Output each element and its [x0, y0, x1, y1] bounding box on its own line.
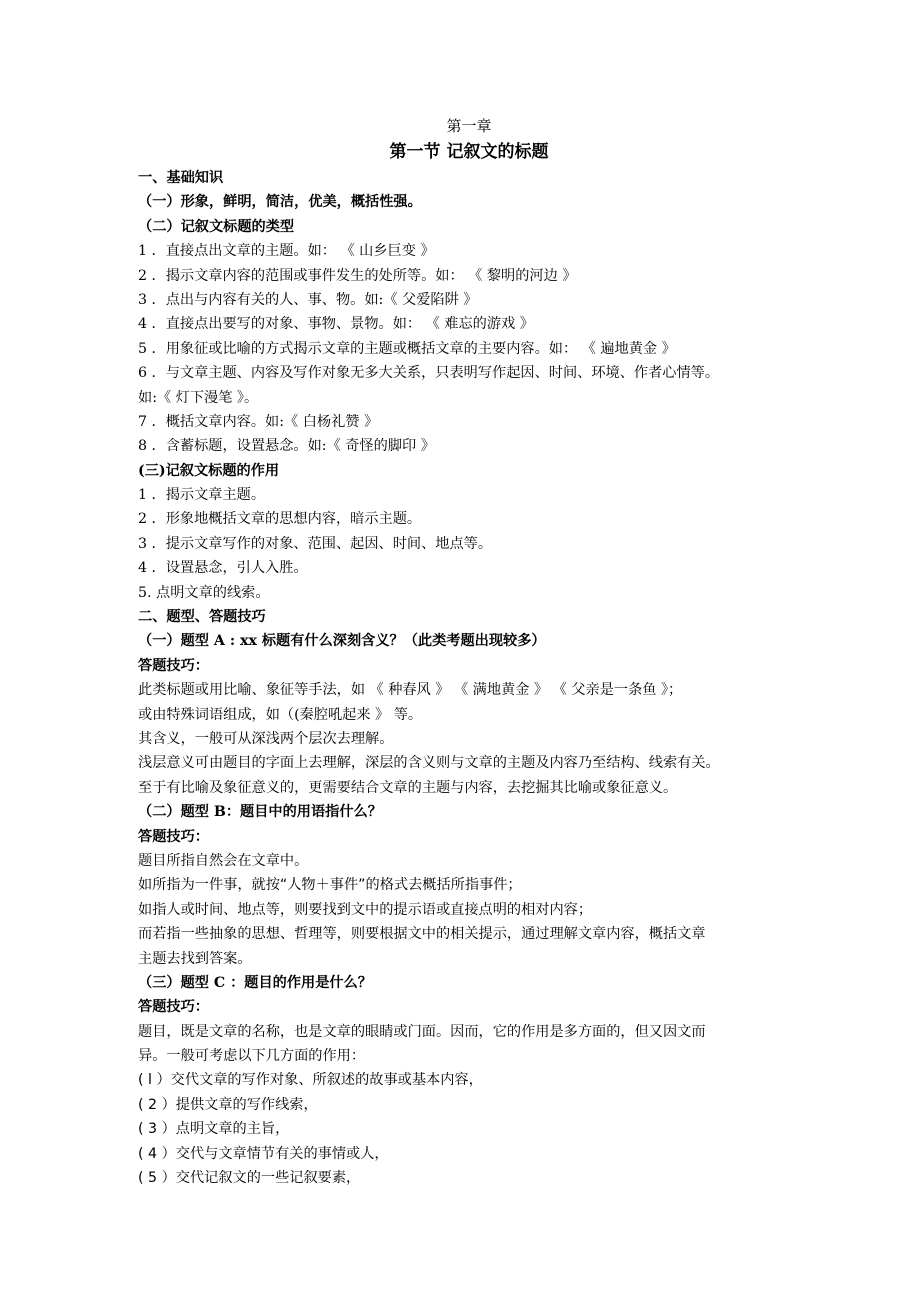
part1-heading: 一、基础知识: [138, 170, 224, 186]
typeA-line: 浅层意义可由题目的字面上去理解，深层的含义则与文章的主题及内容乃至结构、线索有关。: [138, 755, 720, 772]
document-page: [138, 114, 800, 1190]
function-item: 5. 点明文章的线索。: [138, 584, 270, 601]
function-item: 4 ．设置悬念，引人入胜。: [138, 560, 308, 577]
type-item: 4 ．直接点出要写的对象、事物、景物。如： 《 难忘的游戏 》: [138, 316, 534, 333]
typeC-line: 题目，既是文章的名称，也是文章的眼睛或门面。因而，它的作用是多方面的，但又因文而: [138, 1023, 706, 1040]
typeC-line: 异。一般可考虑以下几方面的作用：: [138, 1048, 366, 1065]
type-item: 8 ．含蓄标题，设置悬念。如:《 奇怪的脚印 》: [138, 438, 435, 455]
typeA-tips-label: 答题技巧：: [138, 657, 209, 674]
type-item: 7 ．概括文章内容。如:《 白杨礼赞 》: [138, 413, 379, 430]
typeC-line: ( 5 ）交代记叙文的一些记叙要素，: [138, 1170, 361, 1187]
typeB-line: 主题去找到答案。: [138, 950, 252, 967]
part1-sub3: (三)记叙文标题的作用: [138, 462, 280, 479]
typeB-line: 题目所指自然会在文章中。: [138, 852, 309, 869]
typeC-line: ( l ）交代文章的写作对象、所叙述的故事或基本内容，: [138, 1072, 483, 1089]
typeB-line: 如所指为一件事，就按“人物＋事件”的格式去概括所指事件；: [138, 877, 522, 894]
type-item-continuation: 如:《 灯下漫笔 》。: [138, 389, 259, 406]
type-item: 6 ．与文章主题、内容及写作对象无多大关系，只表明写作起因、时间、环境、作者心情等。: [138, 365, 720, 382]
typeB-line: 而若指一些抽象的思想、哲理等，则要根据文中的相关提示，通过理解文章内容，概括文章: [138, 926, 706, 943]
type-item: 1 ．直接点出文章的主题。如： 《 山乡巨变 》: [138, 243, 435, 260]
function-item: 1 ．揭示文章主题。: [138, 487, 266, 504]
typeA-line: 至于有比喻及象征意义的，更需要结合文章的主题与内容，去挖掘其比喻或象征意义。: [138, 779, 678, 796]
typeB-title: （二）题型 B：题目中的用语指什么？: [138, 804, 382, 821]
chapter-title: 第一章: [446, 117, 492, 135]
typeC-tips-label: 答题技巧：: [138, 999, 209, 1016]
typeA-line: 此类标题或用比喻、象征等手法，如 《 种春风 》 《 满地黄金 》 《 父亲是一条鱼 》；: [138, 682, 683, 699]
typeC-line: ( 2 ）提供文章的写作线索，: [138, 1096, 318, 1113]
part1-sub2: （二）记叙文标题的类型: [138, 218, 295, 235]
section-title: 第一节 记叙文的标题: [389, 142, 549, 162]
typeC-line: ( 4 ）交代与文章情节有关的事情或人，: [138, 1145, 389, 1162]
typeA-title: （一）题型 A : xx 标题有什么深刻含义？（此类考题出现较多）: [138, 633, 546, 650]
type-item: 3 ．点出与内容有关的人、事、物。如:《 父爱陷阱 》: [138, 291, 478, 308]
part1-sub1: （一）形象，鲜明，简洁，优美，概括性强。: [138, 194, 422, 211]
type-item: 5 ．用象征或比喻的方式揭示文章的主题或概括文章的主要内容。如： 《 遍地黄金 》: [138, 340, 676, 357]
type-item: 2 ．揭示文章内容的范围或事件发生的处所等。如： 《 黎明的河边 》: [138, 267, 577, 284]
typeB-line: 如指人或时间、地点等，则要找到文中的提示语或直接点明的相对内容；: [138, 901, 593, 918]
function-item: 3 ．提示文章写作的对象、范围、起因、时间、地点等。: [138, 535, 493, 552]
typeC-title: （三）题型 C ：题目的作用是什么？: [138, 974, 372, 991]
part2-heading: 二、题型、答题技巧: [138, 609, 266, 626]
typeA-line: 其含义，一般可从深浅两个层次去理解。: [138, 730, 394, 747]
typeA-line: 或由特殊词语组成，如（(秦腔吼起来 》 等。: [138, 706, 423, 723]
typeB-tips-label: 答题技巧：: [138, 828, 209, 845]
typeC-line: ( 3 ）点明文章的主旨，: [138, 1121, 290, 1138]
function-item: 2 ．形象地概括文章的思想内容，暗示主题。: [138, 511, 422, 528]
